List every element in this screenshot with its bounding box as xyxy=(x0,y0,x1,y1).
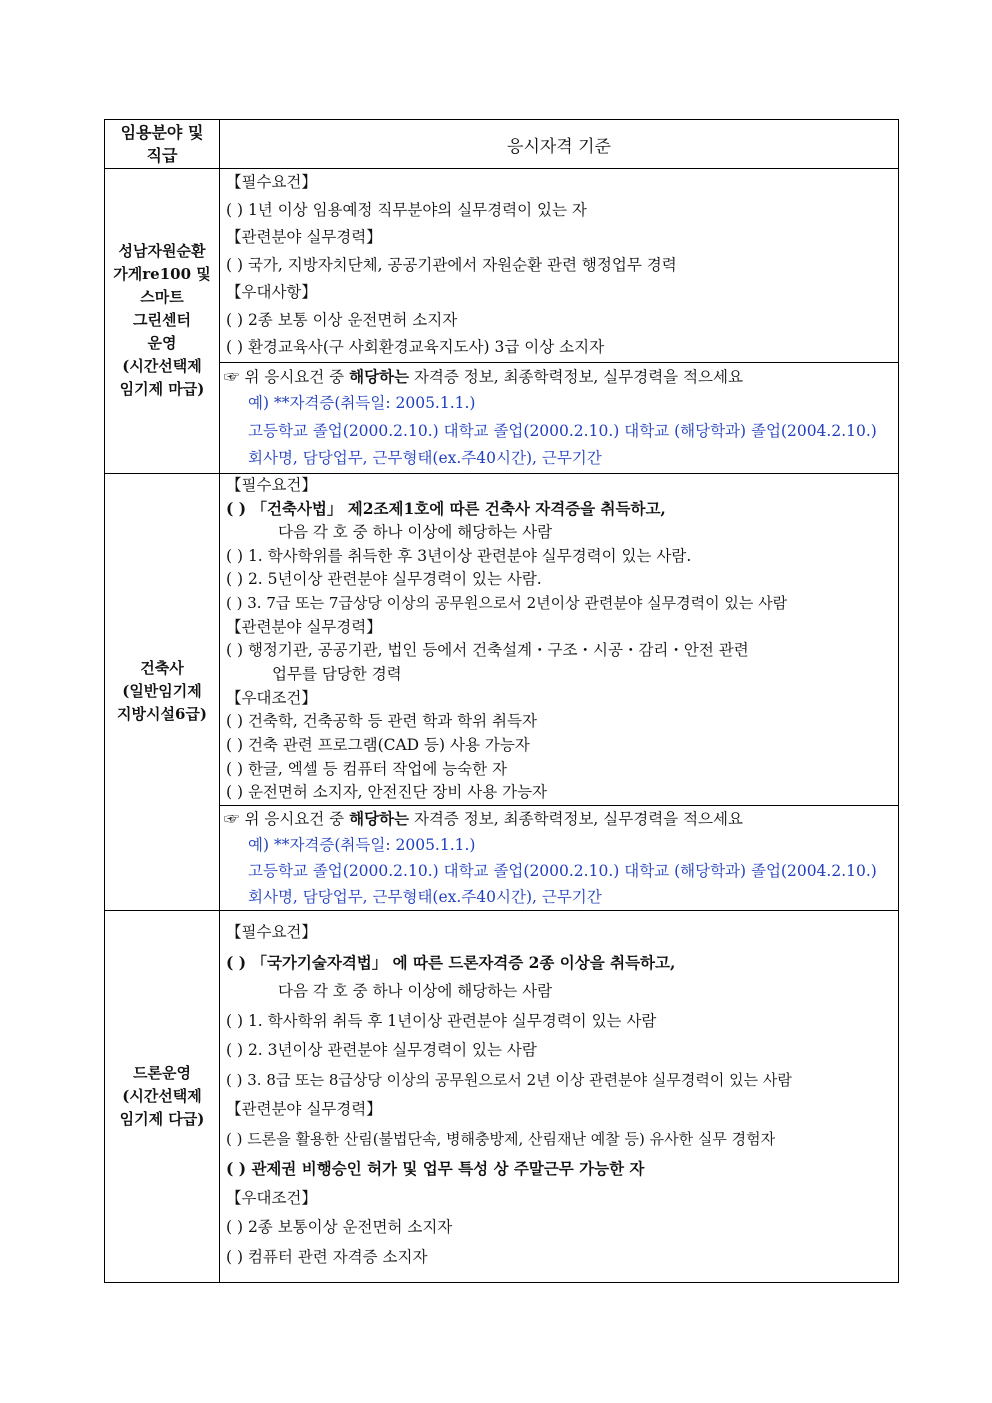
pointer-icon: ☞ xyxy=(224,367,240,386)
criterion-line: ( ) 드론을 활용한 산림(불법단속, 병해충방제, 산림재난 예찰 등) 유사한 실무 경험자 xyxy=(226,1129,776,1148)
section-heading: 【관련분야 실무경력】 xyxy=(226,617,382,636)
title-line: 가게re100 및 xyxy=(113,265,211,284)
section-heading: 【우대조건】 xyxy=(226,1188,317,1207)
title-line: 운영 xyxy=(147,334,177,353)
note-career: 회사명, 담당업무, 근무형태(ex.주40시간), 근무기간 xyxy=(248,888,602,907)
criterion-line: ( ) 환경교육사(구 사회환경교육지도사) 3급 이상 소지자 xyxy=(226,338,605,356)
criterion-line: ( ) 2. 3년이상 관련분야 실무경력이 있는 사람 xyxy=(226,1041,537,1060)
section-heading: 【관련분야 실무경력】 xyxy=(226,1100,382,1119)
title-line: 임기제 다급) xyxy=(119,1110,205,1129)
criterion-line: ( ) 3. 7급 또는 7급상당 이상의 공무원으로서 2년이상 관련분야 실무경력이 있는 사람 xyxy=(226,593,788,612)
criterion-line: ( ) 1. 학사학위를 취득한 후 3년이상 관련분야 실무경력이 있는 사람. xyxy=(226,546,692,565)
criterion-line: ( ) 건축 관련 프로그램(CAD 등) 사용 가능자 xyxy=(226,736,530,755)
criterion-line: ( ) 2종 보통 이상 운전면허 소지자 xyxy=(226,310,458,329)
title-line: 임기제 마급) xyxy=(119,380,205,399)
criterion-line: ( ) 3. 8급 또는 8급상당 이상의 공무원으로서 2년 이상 관련분야 실무경력이 있는 사람 xyxy=(226,1070,792,1089)
note-instruction xyxy=(220,363,898,391)
section-heading: 【필수요건】 xyxy=(226,923,317,942)
criterion-line: ( ) 컴퓨터 관련 자격증 소지자 xyxy=(226,1247,428,1266)
title-line: 성남자원순환 xyxy=(118,242,206,261)
criterion-line: ( ) 관제권 비행승인 허가 및 업무 특성 상 주말근무 가능한 자 xyxy=(226,1159,645,1179)
section-heading: 【관련분야 실무경력】 xyxy=(226,228,382,246)
row-recycling xyxy=(105,169,899,474)
criterion-line: ( ) 1년 이상 임용예정 직무분야의 실무경력이 있는 자 xyxy=(226,200,587,219)
criterion-line: 다음 각 호 중 하나 이상에 해당하는 사람 xyxy=(278,982,553,1001)
title-line: (일반임기제 xyxy=(122,682,202,701)
note-bold: 해당하는 xyxy=(349,809,409,829)
criterion-line: ( ) 건축학, 건축공학 등 관련 학과 학위 취득자 xyxy=(226,712,537,731)
qualification-table xyxy=(104,119,899,1283)
section-heading: 【우대사항】 xyxy=(226,283,317,301)
title-line: 그린센터 xyxy=(133,311,191,330)
requirements-section xyxy=(220,911,898,1282)
header-field-cell xyxy=(105,120,220,169)
row-recycling-criteria xyxy=(220,169,899,474)
requirements-section xyxy=(220,169,898,363)
header-field-line1: 임용분야 및 xyxy=(120,123,204,142)
section-heading: 【필수요건】 xyxy=(226,173,317,191)
header-row xyxy=(105,120,899,169)
row-recycling-title xyxy=(105,169,220,474)
pointer-icon: ☞ xyxy=(224,810,240,829)
title-line: (시간선택제 xyxy=(122,357,202,376)
criterion-line: ( ) 2. 5년이상 관련분야 실무경력이 있는 사람. xyxy=(226,570,542,589)
note-instruction xyxy=(220,806,898,832)
note-section xyxy=(220,363,898,473)
header-criteria-cell: 응시자격 기준 xyxy=(220,120,899,169)
criterion-line: ( ) 1. 학사학위 취득 후 1년이상 관련분야 실무경력이 있는 사람 xyxy=(226,1011,657,1030)
note-suffix: 자격증 정보, 최종학력정보, 실무경력을 적으세요 xyxy=(413,810,743,829)
row-drone xyxy=(105,911,899,1283)
note-prefix: 위 응시요건 중 xyxy=(244,810,345,829)
note-education: 고등학교 졸업(2000.2.10.) 대학교 졸업(2000.2.10.) 대학교 (해당학과) 졸업(2004.2.10.) xyxy=(248,862,877,881)
note-bold: 해당하는 xyxy=(349,366,409,386)
note-prefix: 위 응시요건 중 xyxy=(244,367,345,386)
criterion-line: ( ) 행정기관, 공공기관, 법인 등에서 건축설계・구조・시공・감리・안전 관련 xyxy=(226,641,749,660)
criterion-line: ( ) 국가, 지방자치단체, 공공기관에서 자원순환 관련 행정업무 경력 xyxy=(226,255,677,274)
note-section xyxy=(220,806,898,910)
title-line: 건축사 xyxy=(140,659,184,678)
note-example: 예) **자격증(취득일: 2005.1.1.) xyxy=(248,836,476,855)
note-example: 예) **자격증(취득일: 2005.1.1.) xyxy=(248,394,476,412)
title-line: 스마트 xyxy=(140,288,184,307)
criterion-line: ( ) 「건축사법」 제2조제1호에 따른 건축사 자격증을 취득하고, xyxy=(226,499,666,519)
requirements-section xyxy=(220,474,898,807)
note-career: 회사명, 담당업무, 근무형태(ex.주40시간), 근무기간 xyxy=(248,449,602,467)
row-architect-title xyxy=(105,473,220,911)
row-drone-title xyxy=(105,911,220,1283)
row-architect-criteria xyxy=(220,473,899,911)
header-field-line2: 직급 xyxy=(146,146,178,165)
criterion-line: ( ) 「국가기술자격법」 에 따른 드론자격증 2종 이상을 취득하고, xyxy=(226,952,676,972)
criterion-line: ( ) 2종 보통이상 운전면허 소지자 xyxy=(226,1218,453,1237)
criterion-line: 업무를 담당한 경력 xyxy=(272,665,402,683)
row-architect xyxy=(105,473,899,911)
row-drone-criteria xyxy=(220,911,899,1283)
note-education: 고등학교 졸업(2000.2.10.) 대학교 졸업(2000.2.10.) 대학교 (해당학과) 졸업(2004.2.10.) xyxy=(248,421,877,440)
criterion-line: ( ) 한글, 엑셀 등 컴퓨터 작업에 능숙한 자 xyxy=(226,759,508,778)
title-line: 지방시설6급) xyxy=(117,705,207,724)
section-heading: 【필수요건】 xyxy=(226,475,317,494)
criterion-line: ( ) 운전면허 소지자, 안전진단 장비 사용 가능자 xyxy=(226,783,548,802)
note-suffix: 자격증 정보, 최종학력정보, 실무경력을 적으세요 xyxy=(413,367,743,386)
title-line: 드론운영 xyxy=(133,1064,191,1083)
section-heading: 【우대조건】 xyxy=(226,688,317,707)
criterion-line: 다음 각 호 중 하나 이상에 해당하는 사람 xyxy=(278,522,553,541)
title-line: (시간선택제 xyxy=(122,1087,202,1106)
